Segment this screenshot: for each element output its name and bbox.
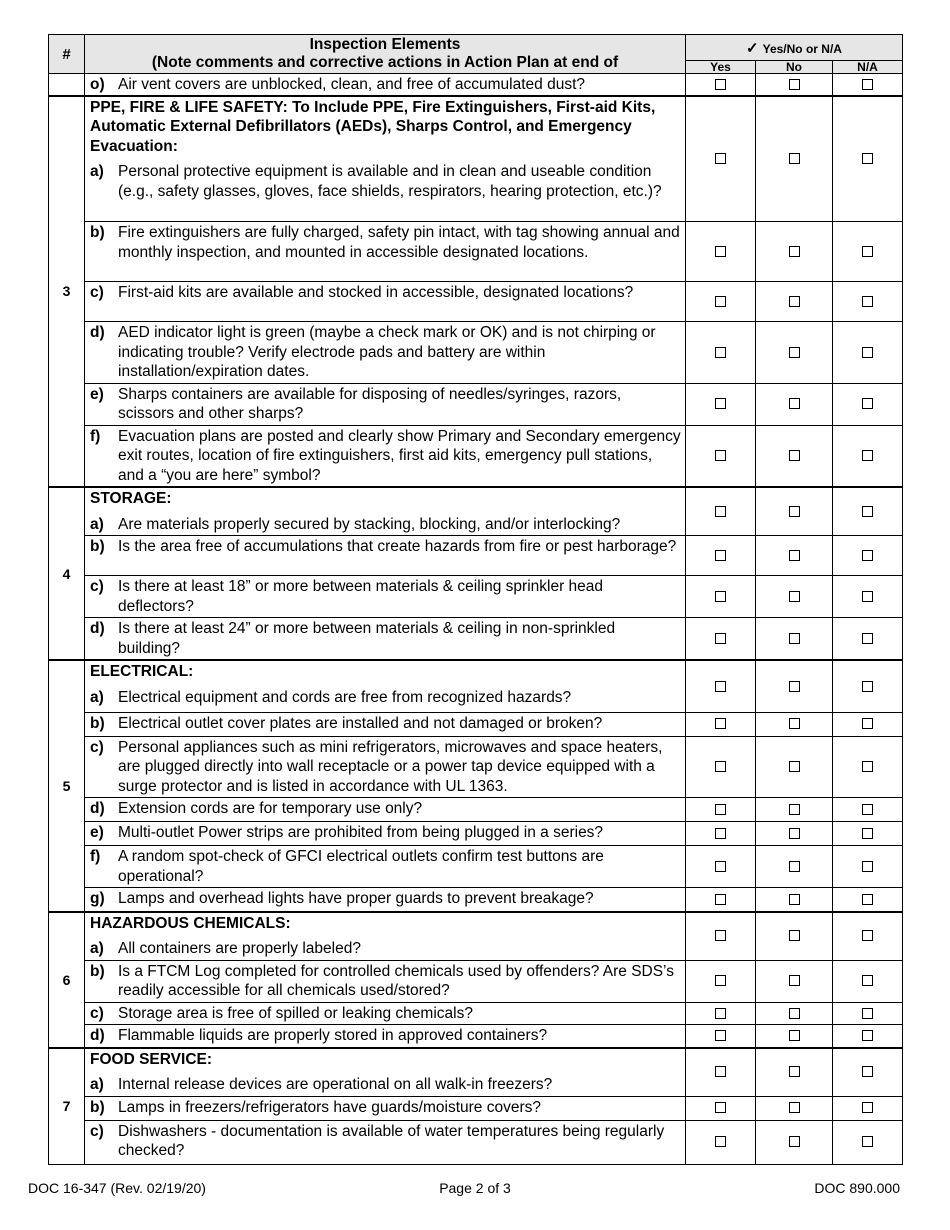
checkbox-no[interactable] — [756, 576, 833, 618]
table-row — [49, 282, 903, 322]
item-letter: d) — [90, 324, 105, 341]
item-text: Are materials properly secured by stacking, blocking, and/or interlocking? — [118, 515, 621, 533]
checkbox-no[interactable] — [756, 487, 833, 536]
section-number: 4 — [49, 487, 85, 660]
item-text: First-aid kits are available and stocked in accessible, designated locations? — [118, 284, 634, 301]
item-letter: a) — [90, 515, 104, 533]
section-header-cell — [85, 96, 686, 222]
checkbox-yes[interactable] — [686, 712, 756, 736]
item-letter: a) — [90, 940, 104, 957]
checkbox-no[interactable] — [756, 798, 833, 822]
checkbox-na[interactable] — [833, 74, 903, 96]
checkbox-no[interactable] — [756, 618, 833, 661]
checkbox-yes[interactable] — [686, 383, 756, 425]
table-row — [49, 222, 903, 282]
list-item — [85, 798, 686, 822]
checkbox-no[interactable] — [756, 846, 833, 888]
row-o — [85, 74, 686, 96]
list-item — [85, 383, 686, 425]
checkbox-na[interactable] — [833, 222, 903, 282]
checkbox-no[interactable] — [756, 1096, 833, 1120]
checkbox-no[interactable] — [756, 1048, 833, 1097]
list-item — [85, 736, 686, 798]
list-item — [85, 712, 686, 736]
item-letter: a) — [90, 1076, 104, 1093]
section-title: ELECTRICAL: — [90, 663, 194, 680]
checkbox-yes[interactable] — [686, 1025, 756, 1048]
list-item — [85, 222, 686, 282]
checkmark-icon: ✓ — [746, 39, 759, 57]
item-letter: c) — [90, 1004, 104, 1022]
item-text: Is there at least 24” or more between materials & ceiling in non-sprinkled building? — [118, 620, 616, 657]
item-text: Is a FTCM Log completed for controlled chemicals used by offenders? Are SDS’s readily accessible for all chemicals used/stored? — [118, 962, 674, 999]
table-row — [49, 960, 903, 1002]
header-title-line1: Inspection Elements — [309, 36, 461, 53]
checkbox-na[interactable] — [833, 322, 903, 384]
table-row — [49, 618, 903, 661]
item-letter: g) — [90, 890, 105, 907]
checkbox-yes[interactable] — [686, 96, 756, 222]
header-col-yes: Yes — [686, 61, 756, 74]
footer-page-number: Page 2 of 3 — [439, 1180, 511, 1196]
checkbox-na[interactable] — [833, 282, 903, 322]
table-row — [49, 822, 903, 846]
checkbox-na[interactable] — [833, 798, 903, 822]
section-header-cell — [85, 1048, 686, 1097]
table-row — [49, 736, 903, 798]
checkbox-na[interactable] — [833, 1002, 903, 1025]
checkbox-na[interactable] — [833, 712, 903, 736]
checkbox-yes[interactable] — [686, 888, 756, 912]
list-item — [85, 1002, 686, 1025]
checkbox-yes[interactable] — [686, 960, 756, 1002]
checkbox-yes[interactable] — [686, 1120, 756, 1164]
item-letter: c) — [90, 578, 104, 595]
item-text: Evacuation plans are posted and clearly show Primary and Secondary emergency exit routes, location of fire extinguishers, first aid kits, emergency pull stations, and a “you are here” symbol? — [118, 427, 681, 484]
list-item — [85, 425, 686, 487]
checkbox-na[interactable] — [833, 576, 903, 618]
checkbox-na[interactable] — [833, 487, 903, 536]
checkbox-yes[interactable] — [686, 222, 756, 282]
checkbox-na[interactable] — [833, 960, 903, 1002]
item-letter: b) — [90, 1098, 105, 1116]
footer-doc-number: DOC 890.000 — [814, 1180, 900, 1196]
checkbox-no[interactable] — [756, 282, 833, 322]
checkbox-na[interactable] — [833, 660, 903, 712]
table-row — [49, 660, 903, 712]
item-text: Multi-outlet Power strips are prohibited from being plugged in a series? — [118, 824, 604, 841]
item-letter: a) — [90, 163, 104, 180]
header-number: # — [49, 35, 85, 74]
item-letter: d) — [90, 1027, 105, 1044]
section-header-cell — [85, 660, 686, 712]
checkbox-no[interactable] — [756, 74, 833, 96]
header-col-na: N/A — [833, 61, 903, 74]
checkbox-no[interactable] — [756, 322, 833, 384]
table-row — [49, 1120, 903, 1164]
checkbox-na[interactable] — [833, 383, 903, 425]
header-yes-no-na — [686, 35, 903, 61]
checkbox-na[interactable] — [833, 1025, 903, 1048]
item-letter: f) — [90, 848, 101, 865]
checkbox-yes[interactable] — [686, 798, 756, 822]
checkbox-na[interactable] — [833, 1096, 903, 1120]
item-text: Fire extinguishers are fully charged, safety pin intact, with tag showing annual and monthly inspection, and mounted in accessible designated locations. — [118, 224, 680, 261]
checkbox-no[interactable] — [756, 1120, 833, 1164]
table-row — [49, 383, 903, 425]
footer-form-number: DOC 16-347 (Rev. 02/19/20) — [28, 1180, 206, 1196]
checkbox-no[interactable] — [756, 960, 833, 1002]
list-item — [85, 322, 686, 384]
checkbox-yes[interactable] — [686, 282, 756, 322]
checkbox-yes[interactable] — [686, 74, 756, 96]
section-title: FOOD SERVICE: — [90, 1050, 213, 1068]
section-number: 7 — [49, 1048, 85, 1165]
table-row — [49, 1025, 903, 1048]
item-text: Electrical equipment and cords are free from recognized hazards? — [118, 688, 572, 706]
table-row — [49, 798, 903, 822]
item-letter: e) — [90, 385, 104, 403]
item-letter: b) — [90, 714, 105, 732]
checkbox-yes[interactable] — [686, 618, 756, 661]
checkbox-no[interactable] — [756, 660, 833, 712]
checkbox-no[interactable] — [756, 96, 833, 222]
checkbox-yes[interactable] — [686, 736, 756, 798]
list-item — [85, 822, 686, 846]
section-number: 3 — [49, 96, 85, 488]
item-text: Is there at least 18” or more between materials & ceiling sprinkler head deflectors? — [118, 578, 604, 615]
table-row — [49, 1002, 903, 1025]
item-text: Personal protective equipment is available and in clean and useable condition (e.g., safety glasses, gloves, face shields, respirators, hearing protection, etc.)? — [118, 163, 662, 200]
table-row — [49, 576, 903, 618]
checkbox-yes[interactable] — [686, 576, 756, 618]
checkbox-na[interactable] — [833, 736, 903, 798]
table-row — [49, 1096, 903, 1120]
list-item — [85, 960, 686, 1002]
checkbox-yes[interactable] — [686, 487, 756, 536]
item-letter: c) — [90, 284, 104, 301]
item-letter: b) — [90, 962, 105, 980]
checkbox-no[interactable] — [756, 822, 833, 846]
list-item — [85, 576, 686, 618]
checkbox-no[interactable] — [756, 736, 833, 798]
item-letter: d) — [90, 800, 105, 817]
list-item — [85, 846, 686, 888]
checkbox-yes[interactable] — [686, 536, 756, 576]
checkbox-yes[interactable] — [686, 322, 756, 384]
table-row — [49, 1048, 903, 1097]
list-item — [85, 536, 686, 576]
checkbox-no[interactable] — [756, 536, 833, 576]
section-title: HAZARDOUS CHEMICALS: — [90, 914, 291, 932]
checkbox-na[interactable] — [833, 912, 903, 961]
table-row — [49, 888, 903, 912]
checkbox-no[interactable] — [756, 888, 833, 912]
item-text: Air vent covers are unblocked, clean, and free of accumulated dust? — [118, 75, 585, 93]
section-title: PPE, FIRE & LIFE SAFETY: To Include PPE, Fire Extinguishers, First-aid Kits, Automatic External Defibrillators (AEDs), Sharps Control, and Emergency Evacuation: — [90, 98, 656, 155]
checkbox-yes[interactable] — [686, 822, 756, 846]
list-item — [85, 888, 686, 912]
table-row — [49, 846, 903, 888]
checkbox-yes[interactable] — [686, 1096, 756, 1120]
checkbox-na[interactable] — [833, 822, 903, 846]
checkbox-no[interactable] — [756, 912, 833, 961]
checkbox-na[interactable] — [833, 1048, 903, 1097]
checkbox-yes[interactable] — [686, 425, 756, 487]
item-text: Personal appliances such as mini refrigerators, microwaves and space heaters, are plugged directly into wall receptacle or a power tap device equipped with a surge protector and is listed in accordance with UL 1363. — [118, 738, 663, 795]
checkbox-yes[interactable] — [686, 1002, 756, 1025]
section-header-cell — [85, 912, 686, 961]
item-text: Sharps containers are available for disposing of needles/syringes, razors, scissors and other sharps? — [118, 385, 622, 422]
item-text: Electrical outlet cover plates are installed and not damaged or broken? — [118, 714, 603, 732]
checkbox-no[interactable] — [756, 712, 833, 736]
checkbox-yes[interactable] — [686, 660, 756, 712]
item-text: Dishwashers - documentation is available of water temperatures being regularly checked? — [118, 1122, 665, 1159]
item-text: Flammable liquids are properly stored in approved containers? — [118, 1027, 548, 1044]
checkbox-yes[interactable] — [686, 1048, 756, 1097]
table-row — [49, 712, 903, 736]
table-row — [49, 487, 903, 536]
item-letter: d) — [90, 620, 105, 637]
item-text: Extension cords are for temporary use only? — [118, 800, 423, 817]
table-row — [49, 322, 903, 384]
checkbox-no[interactable] — [756, 222, 833, 282]
header-title-line2: (Note comments and corrective actions in Action Plan at end of — [151, 54, 619, 71]
item-text: Lamps in freezers/refrigerators have guards/moisture covers? — [118, 1098, 541, 1116]
section-title: STORAGE: — [90, 490, 172, 507]
item-letter: e) — [90, 824, 104, 841]
list-item — [85, 1025, 686, 1048]
checkbox-na[interactable] — [833, 888, 903, 912]
item-letter: c) — [90, 1122, 104, 1140]
checkbox-na[interactable] — [833, 1120, 903, 1164]
item-letter: b) — [90, 224, 105, 241]
checkbox-no[interactable] — [756, 383, 833, 425]
checkbox-no[interactable] — [756, 1002, 833, 1025]
item-text: All containers are properly labeled? — [118, 940, 361, 957]
checkbox-na[interactable] — [833, 536, 903, 576]
checkbox-na[interactable] — [833, 96, 903, 222]
header-yes-no-na-label: Yes/No or N/A — [762, 41, 842, 56]
item-text: Storage area is free of spilled or leaking chemicals? — [118, 1004, 473, 1022]
checkbox-no[interactable] — [756, 425, 833, 487]
item-letter: a) — [90, 688, 104, 706]
item-letter: f) — [90, 427, 101, 445]
section-header-cell — [85, 487, 686, 536]
item-letter: o) — [90, 75, 105, 93]
section-number: 6 — [49, 912, 85, 1048]
item-letter: c) — [90, 738, 104, 756]
header-col-no: No — [756, 61, 833, 74]
item-text: A random spot-check of GFCI electrical outlets confirm test buttons are operational? — [118, 848, 604, 885]
list-item — [85, 1096, 686, 1120]
table-row — [49, 96, 903, 222]
item-text: Is the area free of accumulations that create hazards from fire or pest harborage? — [118, 538, 677, 555]
table-row — [49, 912, 903, 961]
checkbox-yes[interactable] — [686, 912, 756, 961]
header-title — [85, 35, 686, 74]
inspection-table — [48, 34, 903, 1165]
list-item — [85, 1120, 686, 1164]
checkbox-na[interactable] — [833, 425, 903, 487]
section-number: 5 — [49, 660, 85, 912]
item-letter: b) — [90, 538, 105, 555]
table-row — [49, 536, 903, 576]
checkbox-na[interactable] — [833, 618, 903, 661]
checkbox-na[interactable] — [833, 846, 903, 888]
table-row — [49, 425, 903, 487]
checkbox-no[interactable] — [756, 1025, 833, 1048]
list-item — [85, 282, 686, 322]
checkbox-yes[interactable] — [686, 846, 756, 888]
item-text: Internal release devices are operational on all walk-in freezers? — [118, 1076, 553, 1093]
item-text: Lamps and overhead lights have proper guards to prevent breakage? — [118, 890, 594, 907]
item-text: AED indicator light is green (maybe a check mark or OK) and is not chirping or indicating trouble? Verify electrode pads and battery are within installation/expiration dates. — [118, 324, 656, 380]
list-item — [85, 618, 686, 661]
